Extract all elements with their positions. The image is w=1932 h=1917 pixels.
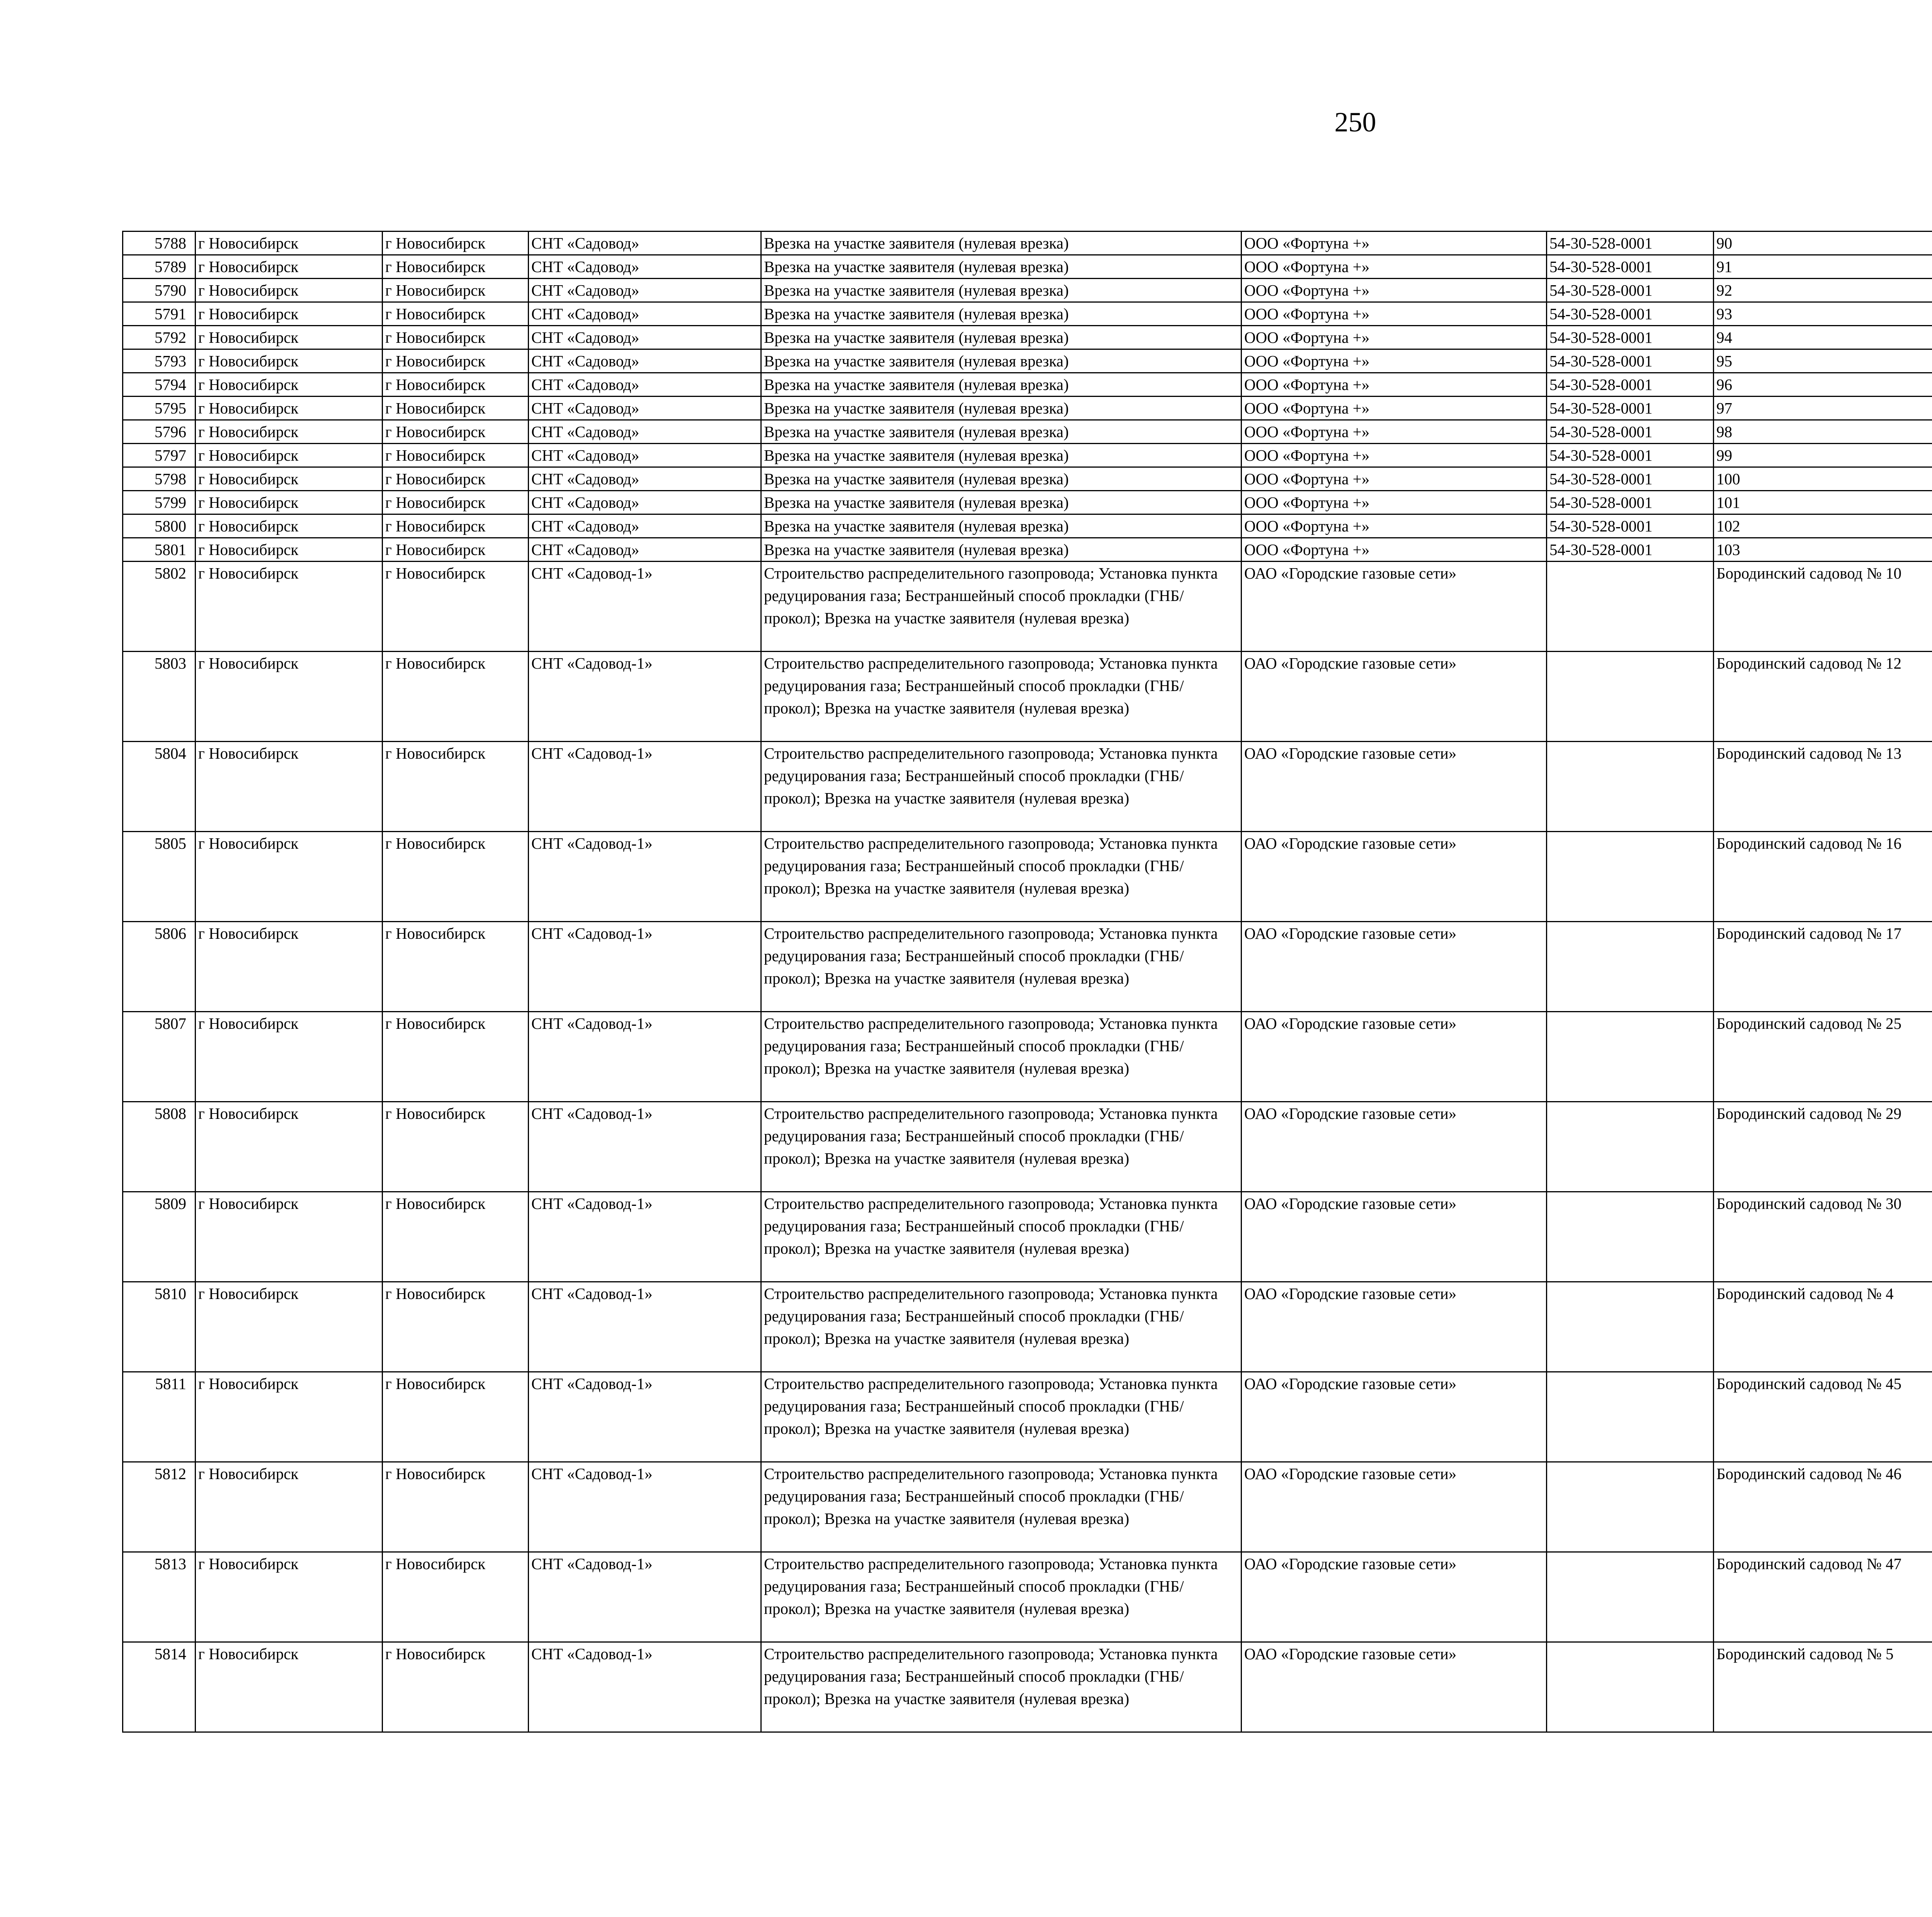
cell-row-number: 5795 [123,397,196,420]
cell-code: 54-30-528-0001 [1547,491,1714,514]
cell-row-number: 5791 [123,302,196,326]
table-row [123,1102,1932,1192]
cell-address: 99 [1714,444,1932,467]
cell-code: 54-30-528-0001 [1547,302,1714,326]
cell-row-number: 5812 [123,1462,196,1552]
cell-address: 94 [1714,326,1932,349]
cell-address: 101 [1714,491,1932,514]
cell-city: г Новосибирск [196,538,383,562]
table-row [123,1282,1932,1372]
cell-organization: ООО «Фортуна +» [1242,467,1547,491]
table-row [123,1012,1932,1102]
cell-address: Бородинский садовод № 16 [1714,832,1932,922]
cell-settlement: г Новосибирск [383,652,529,742]
cell-code: 54-30-528-0001 [1547,279,1714,302]
cell-object: СНТ «Садовод» [529,349,761,373]
cell-object: СНТ «Садовод» [529,326,761,349]
cell-work-description: Врезка на участке заявителя (нулевая врезка) [761,279,1242,302]
cell-work-description: Строительство распределительного газопровода; Установка пункта редуцирования газа; Бестраншейный способ прокладки (ГНБ/прокол); Врезка на участке заявителя (нулевая врезка) [761,1192,1242,1282]
table-row [123,397,1932,420]
table-row [123,538,1932,562]
cell-address: Бородинский садовод № 10 [1714,562,1932,652]
cell-row-number: 5793 [123,349,196,373]
cell-organization: ОАО «Городские газовые сети» [1242,742,1547,832]
cell-settlement: г Новосибирск [383,1012,529,1102]
table-row [123,420,1932,444]
cell-settlement: г Новосибирск [383,302,529,326]
cell-work-description: Строительство распределительного газопровода; Установка пункта редуцирования газа; Бестраншейный способ прокладки (ГНБ/прокол); Врезка на участке заявителя (нулевая врезка) [761,922,1242,1012]
cell-organization: ООО «Фортуна +» [1242,302,1547,326]
cell-organization: ООО «Фортуна +» [1242,444,1547,467]
cell-address: 91 [1714,255,1932,279]
cell-object: СНТ «Садовод» [529,420,761,444]
cell-row-number: 5803 [123,652,196,742]
cell-object: СНТ «Садовод» [529,397,761,420]
cell-settlement: г Новосибирск [383,279,529,302]
cell-code: 54-30-528-0001 [1547,467,1714,491]
cell-row-number: 5804 [123,742,196,832]
cell-object: СНТ «Садовод» [529,514,761,538]
table-row [123,922,1932,1012]
table-row [123,742,1932,832]
cell-organization: ОАО «Городские газовые сети» [1242,1462,1547,1552]
cell-row-number: 5809 [123,1192,196,1282]
cell-row-number: 5800 [123,514,196,538]
cell-code [1547,1462,1714,1552]
table-row [123,562,1932,652]
table-row [123,255,1932,279]
table-row [123,1552,1932,1642]
cell-object: СНТ «Садовод-1» [529,1282,761,1372]
table-row [123,652,1932,742]
cell-address: Бородинский садовод № 17 [1714,922,1932,1012]
cell-city: г Новосибирск [196,232,383,255]
cell-organization: ОАО «Городские газовые сети» [1242,1642,1547,1732]
cell-code [1547,1552,1714,1642]
cell-object: СНТ «Садовод» [529,255,761,279]
cell-organization: ООО «Фортуна +» [1242,397,1547,420]
cell-object: СНТ «Садовод» [529,444,761,467]
table-row [123,1372,1932,1462]
cell-organization: ОАО «Городские газовые сети» [1242,1552,1547,1642]
cell-city: г Новосибирск [196,562,383,652]
cell-object: СНТ «Садовод-1» [529,1192,761,1282]
cell-address: 93 [1714,302,1932,326]
cell-code: 54-30-528-0001 [1547,420,1714,444]
cell-organization: ОАО «Городские газовые сети» [1242,1012,1547,1102]
cell-settlement: г Новосибирск [383,1552,529,1642]
cell-code [1547,652,1714,742]
cell-organization: ООО «Фортуна +» [1242,279,1547,302]
cell-code: 54-30-528-0001 [1547,514,1714,538]
cell-row-number: 5802 [123,562,196,652]
cell-city: г Новосибирск [196,652,383,742]
cell-city: г Новосибирск [196,349,383,373]
table-row [123,1192,1932,1282]
cell-city: г Новосибирск [196,1372,383,1462]
cell-address: 100 [1714,467,1932,491]
cell-object: СНТ «Садовод» [529,279,761,302]
cell-settlement: г Новосибирск [383,832,529,922]
cell-settlement: г Новосибирск [383,232,529,255]
cell-work-description: Врезка на участке заявителя (нулевая врезка) [761,232,1242,255]
cell-work-description: Строительство распределительного газопровода; Установка пункта редуцирования газа; Бестраншейный способ прокладки (ГНБ/прокол); Врезка на участке заявителя (нулевая врезка) [761,832,1242,922]
cell-organization: ООО «Фортуна +» [1242,491,1547,514]
cell-row-number: 5799 [123,491,196,514]
cell-address: Бородинский садовод № 46 [1714,1462,1932,1552]
cell-work-description: Врезка на участке заявителя (нулевая врезка) [761,514,1242,538]
cell-address: Бородинский садовод № 30 [1714,1192,1932,1282]
cell-row-number: 5790 [123,279,196,302]
cell-work-description: Врезка на участке заявителя (нулевая врезка) [761,349,1242,373]
cell-city: г Новосибирск [196,514,383,538]
table-row [123,232,1932,255]
cell-object: СНТ «Садовод» [529,538,761,562]
cell-settlement: г Новосибирск [383,514,529,538]
cell-city: г Новосибирск [196,922,383,1012]
cell-address: 90 [1714,232,1932,255]
cell-settlement: г Новосибирск [383,467,529,491]
cell-work-description: Строительство распределительного газопровода; Установка пункта редуцирования газа; Бестраншейный способ прокладки (ГНБ/прокол); Врезка на участке заявителя (нулевая врезка) [761,1462,1242,1552]
cell-settlement: г Новосибирск [383,1372,529,1462]
cell-settlement: г Новосибирск [383,1102,529,1192]
cell-code [1547,1012,1714,1102]
cell-city: г Новосибирск [196,491,383,514]
cell-settlement: г Новосибирск [383,326,529,349]
cell-work-description: Врезка на участке заявителя (нулевая врезка) [761,420,1242,444]
cell-address: Бородинский садовод № 4 [1714,1282,1932,1372]
cell-code: 54-30-528-0001 [1547,373,1714,397]
cell-settlement: г Новосибирск [383,373,529,397]
cell-work-description: Строительство распределительного газопровода; Установка пункта редуцирования газа; Бестраншейный способ прокладки (ГНБ/прокол); Врезка на участке заявителя (нулевая врезка) [761,1282,1242,1372]
cell-settlement: г Новосибирск [383,349,529,373]
cell-object: СНТ «Садовод» [529,373,761,397]
cell-object: СНТ «Садовод-1» [529,562,761,652]
cell-code [1547,1102,1714,1192]
cell-organization: ООО «Фортуна +» [1242,514,1547,538]
cell-code [1547,1282,1714,1372]
cell-row-number: 5807 [123,1012,196,1102]
table-row [123,279,1932,302]
cell-city: г Новосибирск [196,373,383,397]
cell-row-number: 5814 [123,1642,196,1732]
cell-code: 54-30-528-0001 [1547,232,1714,255]
table-row [123,832,1932,922]
cell-object: СНТ «Садовод-1» [529,652,761,742]
cell-work-description: Строительство распределительного газопровода; Установка пункта редуцирования газа; Бестраншейный способ прокладки (ГНБ/прокол); Врезка на участке заявителя (нулевая врезка) [761,1642,1242,1732]
cell-row-number: 5811 [123,1372,196,1462]
table-row [123,1642,1932,1732]
cell-settlement: г Новосибирск [383,397,529,420]
cell-work-description: Врезка на участке заявителя (нулевая врезка) [761,326,1242,349]
cell-city: г Новосибирск [196,279,383,302]
cell-organization: ОАО «Городские газовые сети» [1242,652,1547,742]
cell-code [1547,832,1714,922]
cell-settlement: г Новосибирск [383,538,529,562]
cell-work-description: Врезка на участке заявителя (нулевая врезка) [761,373,1242,397]
cell-row-number: 5792 [123,326,196,349]
cell-address: Бородинский садовод № 25 [1714,1012,1932,1102]
cell-organization: ОАО «Городские газовые сети» [1242,832,1547,922]
cell-address: 98 [1714,420,1932,444]
cell-settlement: г Новосибирск [383,562,529,652]
cell-row-number: 5808 [123,1102,196,1192]
cell-work-description: Строительство распределительного газопровода; Установка пункта редуцирования газа; Бестраншейный способ прокладки (ГНБ/прокол); Врезка на участке заявителя (нулевая врезка) [761,562,1242,652]
cell-address: 102 [1714,514,1932,538]
cell-organization: ООО «Фортуна +» [1242,420,1547,444]
cell-organization: ООО «Фортуна +» [1242,349,1547,373]
cell-object: СНТ «Садовод-1» [529,1012,761,1102]
cell-work-description: Врезка на участке заявителя (нулевая врезка) [761,467,1242,491]
cell-object: СНТ «Садовод-1» [529,1642,761,1732]
cell-code [1547,1192,1714,1282]
cell-object: СНТ «Садовод-1» [529,1102,761,1192]
cell-object: СНТ «Садовод-1» [529,1552,761,1642]
cell-address: Бородинский садовод № 12 [1714,652,1932,742]
cell-row-number: 5801 [123,538,196,562]
cell-settlement: г Новосибирск [383,491,529,514]
cell-city: г Новосибирск [196,832,383,922]
cell-code [1547,1642,1714,1732]
cell-city: г Новосибирск [196,1282,383,1372]
cell-object: СНТ «Садовод-1» [529,832,761,922]
table-row [123,467,1932,491]
cell-code: 54-30-528-0001 [1547,397,1714,420]
cell-address: Бородинский садовод № 47 [1714,1552,1932,1642]
cell-work-description: Строительство распределительного газопровода; Установка пункта редуцирования газа; Бестраншейный способ прокладки (ГНБ/прокол); Врезка на участке заявителя (нулевая врезка) [761,742,1242,832]
cell-settlement: г Новосибирск [383,1462,529,1552]
cell-address: 97 [1714,397,1932,420]
cell-address: Бородинский садовод № 5 [1714,1642,1932,1732]
cell-city: г Новосибирск [196,1012,383,1102]
cell-organization: ОАО «Городские газовые сети» [1242,922,1547,1012]
cell-work-description: Строительство распределительного газопровода; Установка пункта редуцирования газа; Бестраншейный способ прокладки (ГНБ/прокол); Врезка на участке заявителя (нулевая врезка) [761,652,1242,742]
cell-work-description: Строительство распределительного газопровода; Установка пункта редуцирования газа; Бестраншейный способ прокладки (ГНБ/прокол); Врезка на участке заявителя (нулевая врезка) [761,1372,1242,1462]
cell-address: Бородинский садовод № 13 [1714,742,1932,832]
cell-row-number: 5806 [123,922,196,1012]
table-row [123,326,1932,349]
cell-city: г Новосибирск [196,1642,383,1732]
registry-body [123,232,1932,1732]
page-number: 250 [1334,107,1376,138]
cell-code [1547,562,1714,652]
cell-organization: ОАО «Городские газовые сети» [1242,1192,1547,1282]
cell-city: г Новосибирск [196,1552,383,1642]
cell-object: СНТ «Садовод» [529,302,761,326]
cell-settlement: г Новосибирск [383,1282,529,1372]
cell-settlement: г Новосибирск [383,420,529,444]
cell-object: СНТ «Садовод» [529,491,761,514]
cell-work-description: Строительство распределительного газопровода; Установка пункта редуцирования газа; Бестраншейный способ прокладки (ГНБ/прокол); Врезка на участке заявителя (нулевая врезка) [761,1102,1242,1192]
cell-work-description: Врезка на участке заявителя (нулевая врезка) [761,491,1242,514]
cell-city: г Новосибирск [196,742,383,832]
cell-city: г Новосибирск [196,1192,383,1282]
cell-settlement: г Новосибирск [383,1192,529,1282]
cell-organization: ОАО «Городские газовые сети» [1242,1102,1547,1192]
cell-city: г Новосибирск [196,420,383,444]
cell-organization: ОАО «Городские газовые сети» [1242,1282,1547,1372]
table-row [123,349,1932,373]
cell-organization: ООО «Фортуна +» [1242,373,1547,397]
cell-row-number: 5796 [123,420,196,444]
cell-work-description: Врезка на участке заявителя (нулевая врезка) [761,444,1242,467]
cell-address: 103 [1714,538,1932,562]
cell-code: 54-30-528-0001 [1547,538,1714,562]
cell-settlement: г Новосибирск [383,742,529,832]
cell-row-number: 5813 [123,1552,196,1642]
cell-settlement: г Новосибирск [383,255,529,279]
cell-settlement: г Новосибирск [383,1642,529,1732]
cell-row-number: 5805 [123,832,196,922]
cell-work-description: Врезка на участке заявителя (нулевая врезка) [761,302,1242,326]
cell-address: Бородинский садовод № 45 [1714,1372,1932,1462]
cell-work-description: Врезка на участке заявителя (нулевая врезка) [761,255,1242,279]
cell-work-description: Врезка на участке заявителя (нулевая врезка) [761,538,1242,562]
cell-organization: ООО «Фортуна +» [1242,232,1547,255]
cell-city: г Новосибирск [196,1102,383,1192]
cell-address: Бородинский садовод № 29 [1714,1102,1932,1192]
cell-address: 95 [1714,349,1932,373]
cell-organization: ООО «Фортуна +» [1242,255,1547,279]
cell-object: СНТ «Садовод-1» [529,922,761,1012]
cell-city: г Новосибирск [196,444,383,467]
cell-address: 92 [1714,279,1932,302]
cell-object: СНТ «Садовод-1» [529,742,761,832]
cell-code: 54-30-528-0001 [1547,326,1714,349]
cell-settlement: г Новосибирск [383,444,529,467]
cell-object: СНТ «Садовод» [529,232,761,255]
cell-city: г Новосибирск [196,397,383,420]
cell-city: г Новосибирск [196,302,383,326]
cell-row-number: 5789 [123,255,196,279]
cell-city: г Новосибирск [196,1462,383,1552]
registry-table [122,231,1932,1733]
table-row [123,302,1932,326]
cell-work-description: Строительство распределительного газопровода; Установка пункта редуцирования газа; Бестраншейный способ прокладки (ГНБ/прокол); Врезка на участке заявителя (нулевая врезка) [761,1552,1242,1642]
cell-object: СНТ «Садовод-1» [529,1462,761,1552]
cell-row-number: 5788 [123,232,196,255]
cell-code: 54-30-528-0001 [1547,255,1714,279]
cell-code [1547,922,1714,1012]
cell-work-description: Врезка на участке заявителя (нулевая врезка) [761,397,1242,420]
cell-organization: ООО «Фортуна +» [1242,326,1547,349]
table-row [123,373,1932,397]
cell-object: СНТ «Садовод-1» [529,1372,761,1462]
cell-address: 96 [1714,373,1932,397]
table-row [123,514,1932,538]
cell-organization: ООО «Фортуна +» [1242,538,1547,562]
cell-city: г Новосибирск [196,326,383,349]
table-row [123,491,1932,514]
cell-organization: ОАО «Городские газовые сети» [1242,562,1547,652]
cell-organization: ОАО «Городские газовые сети» [1242,1372,1547,1462]
table-row [123,444,1932,467]
cell-code [1547,1372,1714,1462]
cell-row-number: 5810 [123,1282,196,1372]
cell-row-number: 5798 [123,467,196,491]
table-row [123,1462,1932,1552]
cell-settlement: г Новосибирск [383,922,529,1012]
cell-code: 54-30-528-0001 [1547,349,1714,373]
cell-city: г Новосибирск [196,255,383,279]
cell-object: СНТ «Садовод» [529,467,761,491]
cell-row-number: 5794 [123,373,196,397]
cell-work-description: Строительство распределительного газопровода; Установка пункта редуцирования газа; Бестраншейный способ прокладки (ГНБ/прокол); Врезка на участке заявителя (нулевая врезка) [761,1012,1242,1102]
cell-code: 54-30-528-0001 [1547,444,1714,467]
cell-row-number: 5797 [123,444,196,467]
cell-city: г Новосибирск [196,467,383,491]
cell-code [1547,742,1714,832]
